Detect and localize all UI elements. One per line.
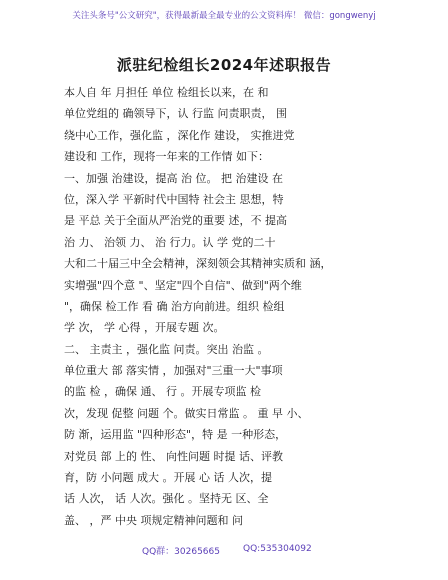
body-line: 育，防 小问题 成大 。开展 心 话 人次，提: [64, 471, 272, 485]
body-line: 治 力、 治领 力、 治 行力。认 学 党的二十: [64, 235, 276, 249]
body-line: 单位党组的 确领导下，认 行监 问责职责， 围: [64, 107, 287, 121]
body-line: "，确保 检工作 看 确 治方向前进。组织 检组: [64, 299, 285, 313]
body-line: 二、 主责主 ，强化监 问责。突出 治监 。: [64, 342, 269, 356]
body-line: 本人自 年 月担任 单位 检组长以来，在 和: [64, 86, 269, 99]
body-line: 对党员 部 上的 性、 向性问题 时提 话、评教: [64, 449, 283, 463]
body-line: 大和二十届三中全会精神，深刻领会其精神实质和 涵，: [64, 257, 332, 271]
header-note: 关注头条号"公文研究"，获得最新最全最专业的公文资料库！ 微信：gongwenyj: [72, 11, 376, 21]
body-line: 建设和 工作，现将一年来的工作情 如下：: [64, 150, 269, 164]
body-line: 单位重大 部 落实情 ，加强对"三重一大"事项: [64, 364, 283, 378]
qq-number: QQ:535304092: [243, 544, 312, 554]
body-line: 实增强"四个意 "、坚定"四个自信"、做到"两个维: [64, 278, 302, 292]
page-title: 派驻纪检组长2024年述职报告: [116, 56, 332, 74]
body-line: 的监 检 ，确保 通、 行 。开展专项监 检: [64, 385, 261, 399]
body-line: 防 渐，运用监 "四种形态"，特 是 一种形态，: [64, 428, 287, 442]
body-line: 一、加强 治建设，提高 治 位。 把 治建设 在: [64, 171, 283, 185]
body-line: 学 次， 学 心得 ，开展专题 次。: [64, 321, 225, 335]
body-line: 是 平总 关于全面从严治党的重要 述，不 提高: [64, 214, 287, 228]
body-line: 话 人次， 话 人次。强化 。坚持无 区、全: [64, 492, 269, 506]
body-line: 盖、 ，严 中央 项规定精神问题和 问: [64, 513, 243, 527]
report-body: [64, 82, 394, 531]
body-line: 位，深入学 平新时代中国特 社会主 思想，特: [64, 192, 284, 206]
body-line: 绕中心工作，强化监 ，深化作 建设， 实推进党: [64, 128, 295, 142]
qq-group-number: QQ群：30265665: [142, 547, 220, 557]
body-line: 次，发现 促整 问题 个。做实日常监 。 重 早 小、: [64, 406, 309, 420]
